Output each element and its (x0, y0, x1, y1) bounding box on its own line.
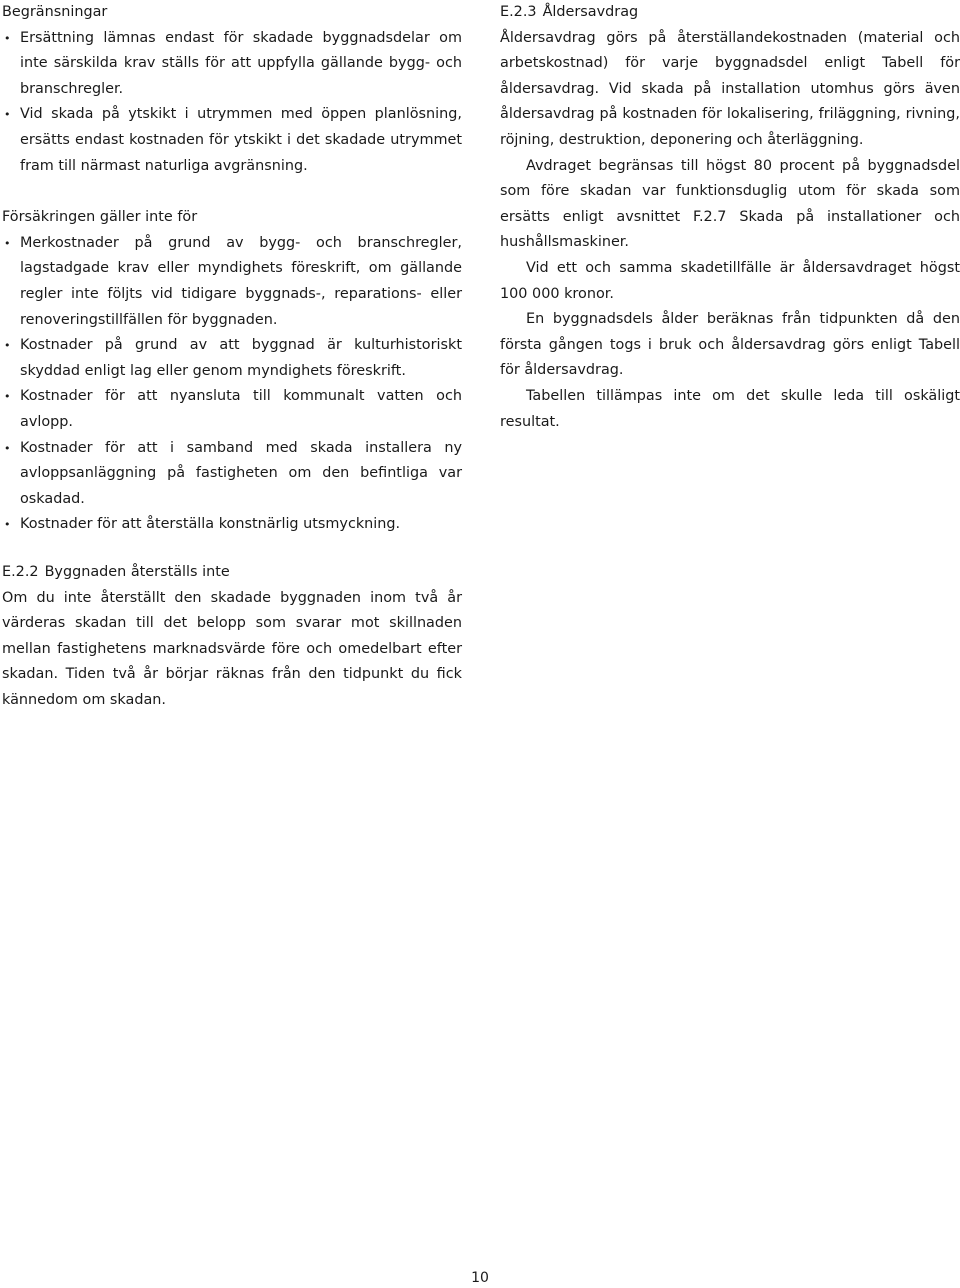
section-title: Åldersavdrag (542, 4, 639, 20)
list-item: • Vid skada på ytskikt i utrymmen med öppen planlösning, ersätts endast kostnaden för ytskikt i det skadade utrymmet fram till närmast naturliga avgränsning. (2, 102, 462, 179)
section-body: Om du inte återställt den skadade byggnaden inom två år värderas skadan till det belopp som svarar mot skillnaden mellan fastighetens marknadsvärde före och omedelbart efter skadan. Tiden två år börjar räknas från den tidpunkt du fick kännedom om skadan. (2, 589, 462, 708)
exclusions-heading: Försäkringen gäller inte för (2, 209, 198, 226)
list-item: • Kostnader för att nyansluta till kommunalt vatten och avlopp. (2, 384, 462, 435)
paragraph: Tabellen tillämpas inte om det skulle leda till oskäligt resultat. (500, 387, 960, 430)
paragraph: Avdraget begränsas till högst 80 procent på byggnadsdel som före skadan var funktionsduglig utom för skada som ersätts enligt avsnittet F.2.7 Skada på installationer och hushållsmaskiner. (500, 157, 960, 251)
left-column (2, 0, 462, 538)
list-item: • Merkostnader på grund av bygg- och branschregler, lagstadgade krav eller myndighets föreskrift, om gällande regler inte följts vid tidigare byggnads-, reparations- eller renoveringstillfällen för byggnaden. (2, 231, 462, 333)
list-item: • Kostnader för att återställa konstnärlig utsmyckning. (2, 512, 462, 538)
right-column (500, 0, 960, 435)
section-e23 (500, 0, 960, 435)
list-item: • Kostnader på grund av att byggnad är kulturhistoriskt skyddad enligt lag eller genom myndighets föreskrift. (2, 333, 462, 384)
exclusions-list (2, 231, 462, 538)
section-title: Byggnaden återställs inte (44, 564, 230, 580)
section-heading (500, 0, 960, 26)
page-number: 10 (471, 1270, 489, 1286)
section-number: E.2.3 (500, 4, 537, 20)
limits-list (2, 26, 462, 180)
paragraph: Åldersavdrag görs på återställandekostnaden (material och arbetskostnad) för varje byggnadsdel enligt Tabell för åldersavdrag. Vid skada på installation utomhus görs även åldersavdrag på kostnaden för lokalisering, friläggning, rivning, röjning, destruktion, deponering och återläggning. (500, 29, 960, 148)
paragraph: En byggnadsdels ålder beräknas från tidpunkten då den första gången togs i bruk och åldersavdrag görs enligt Tabell för åldersavdrag. (500, 311, 960, 379)
paragraph: Vid ett och samma skadetillfälle är åldersavdraget högst 100 000 kronor. (500, 259, 960, 302)
list-item: • Kostnader för att i samband med skada installera ny avloppsanläggning på fastigheten om den befintliga var oskadad. (2, 436, 462, 513)
section-heading (2, 560, 462, 586)
section-e22 (2, 560, 462, 714)
section-number: E.2.2 (2, 564, 39, 580)
limits-heading: Begränsningar (2, 4, 108, 20)
list-item: • Ersättning lämnas endast för skadade byggnadsdelar om inte särskilda krav ställs för att uppfylla gällande bygg- och branschregler. (2, 26, 462, 103)
